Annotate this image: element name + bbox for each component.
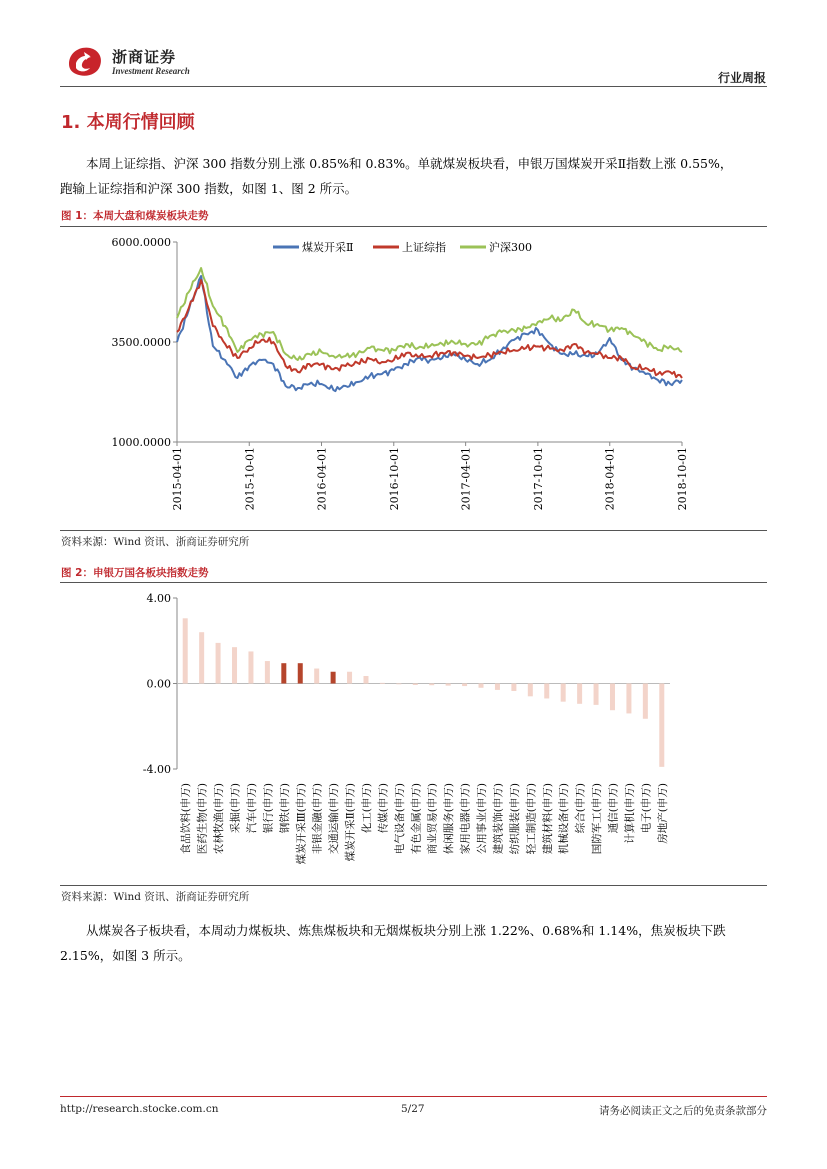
category-label: 医药生物(申万) bbox=[196, 783, 209, 855]
bar-25 bbox=[594, 684, 599, 705]
document-type: 行业周报 bbox=[717, 71, 766, 85]
y-tick-label: 3500.0000 bbox=[111, 336, 171, 349]
category-label: 银行(申万) bbox=[262, 783, 275, 834]
bar-28 bbox=[643, 684, 648, 719]
bar-17 bbox=[462, 684, 467, 687]
bar-20 bbox=[511, 684, 516, 691]
category-label: 房地产(申万) bbox=[656, 783, 669, 844]
figure-1-title: 图 1：本周大盘和煤炭板块走势 bbox=[61, 210, 209, 222]
header-divider bbox=[60, 86, 767, 87]
bar-26 bbox=[610, 684, 615, 711]
figure-2-bottom-rule bbox=[60, 885, 767, 886]
footer-url[interactable]: http://research.stocke.com.cn bbox=[60, 1103, 219, 1115]
bar-23 bbox=[561, 684, 566, 702]
bar-11 bbox=[363, 676, 368, 683]
paragraph-2 bbox=[60, 918, 770, 968]
bar-21 bbox=[528, 684, 533, 697]
category-label: 化工(申万) bbox=[360, 783, 373, 834]
company-name-cn: 浙商证券 bbox=[112, 48, 177, 66]
category-label: 公用事业(申万) bbox=[476, 783, 489, 855]
y-tick-label: 1000.0000 bbox=[111, 436, 171, 449]
category-label: 电气设备(申万) bbox=[393, 783, 406, 855]
section-title: 1. 本周行情回顾 bbox=[61, 112, 195, 133]
line-chart-index-trend bbox=[60, 228, 767, 530]
figure-2-source: 资料来源：Wind 资讯、浙商证券研究所 bbox=[61, 891, 250, 903]
bar-2 bbox=[216, 643, 221, 684]
company-name-en: Investment Research bbox=[112, 66, 190, 76]
category-label: 汽车(申万) bbox=[245, 783, 258, 834]
category-label: 家用电器(申万) bbox=[459, 783, 472, 855]
category-label: 有色金属(申万) bbox=[410, 783, 423, 855]
category-label: 机械设备(申万) bbox=[558, 783, 571, 855]
category-label: 电子(申万) bbox=[640, 783, 653, 834]
bar-3 bbox=[232, 647, 237, 683]
legend-label-2: 沪深300 bbox=[489, 241, 532, 254]
category-label: 通信(申万) bbox=[607, 783, 620, 834]
x-tick-label: 2018-10-01 bbox=[676, 447, 689, 511]
category-label: 非银金融(申万) bbox=[311, 783, 324, 855]
bar-15 bbox=[429, 684, 434, 686]
category-label: 传媒(申万) bbox=[377, 783, 390, 834]
paragraph-1-line-1: 本周上证综指、沪深 300 指数分别上涨 0.85%和 0.83%。单就煤炭板块看，申银万国煤炭开采Ⅱ指数上涨 0.55%， bbox=[86, 156, 733, 171]
legend-label-0: 煤炭开采Ⅱ bbox=[302, 241, 354, 254]
bar-9 bbox=[331, 672, 336, 684]
bar-10 bbox=[347, 672, 352, 684]
category-label: 轻工制造(申万) bbox=[525, 783, 538, 855]
category-label: 钢铁(申万) bbox=[278, 783, 291, 834]
bar-22 bbox=[544, 684, 549, 699]
bar-14 bbox=[413, 684, 418, 685]
paragraph-2-line-1: 从煤炭各子板块看，本周动力煤板块、炼焦煤板块和无烟煤板块分别上涨 1.22%、0.68%和 1.14%，焦炭板块下跌 bbox=[86, 923, 726, 938]
x-tick-label: 2015-04-01 bbox=[171, 447, 184, 511]
paragraph-1-line-2: 跑输上证综指和沪深 300 指数，如图 1、图 2 所示。 bbox=[60, 181, 358, 196]
bar-chart-sector-change bbox=[60, 584, 767, 884]
figure-2-top-rule bbox=[60, 582, 767, 583]
bar-27 bbox=[626, 684, 631, 714]
x-tick-label: 2017-10-01 bbox=[531, 447, 545, 511]
x-tick-label: 2017-04-01 bbox=[459, 447, 473, 511]
legend-label-1: 上证综指 bbox=[402, 241, 446, 254]
category-label: 国防军工(申万) bbox=[591, 783, 604, 855]
x-tick-label: 2016-04-01 bbox=[315, 447, 329, 511]
category-label: 煤炭开采Ⅲ(申万) bbox=[295, 783, 308, 865]
figure-1-top-rule bbox=[60, 226, 767, 227]
y-tick-label: -4.00 bbox=[142, 763, 171, 776]
paragraph-1 bbox=[60, 151, 770, 201]
category-label: 煤炭开采Ⅱ(申万) bbox=[344, 783, 357, 862]
x-tick-label: 2015-10-01 bbox=[243, 447, 257, 511]
bar-8 bbox=[314, 669, 319, 684]
category-label: 休闲服务(申万) bbox=[443, 783, 456, 855]
x-tick-label: 2016-10-01 bbox=[387, 447, 401, 511]
bar-1 bbox=[199, 632, 204, 683]
bar-4 bbox=[248, 651, 253, 683]
bar-5 bbox=[265, 661, 270, 683]
bar-7 bbox=[298, 663, 303, 683]
bar-6 bbox=[281, 663, 286, 683]
company-logo-icon bbox=[66, 44, 104, 78]
category-label: 计算机(申万) bbox=[623, 783, 636, 844]
bar-18 bbox=[479, 684, 484, 688]
figure-1-source: 资料来源：Wind 资讯、浙商证券研究所 bbox=[61, 536, 250, 548]
category-label: 综合(申万) bbox=[574, 783, 587, 834]
x-tick-label: 2018-04-01 bbox=[603, 447, 617, 511]
bar-12 bbox=[380, 683, 385, 684]
figure-1-bottom-rule bbox=[60, 530, 767, 531]
footer-disclaimer: 请务必阅读正文之后的免责条款部分 bbox=[599, 1105, 767, 1117]
figure-2-title: 图 2：申银万国各板块指数走势 bbox=[61, 567, 209, 579]
page-number: 5/27 bbox=[401, 1103, 425, 1115]
category-label: 纺织服装(申万) bbox=[508, 783, 521, 855]
category-label: 建筑材料(申万) bbox=[541, 783, 554, 855]
bar-29 bbox=[659, 684, 664, 767]
y-tick-label: 0.00 bbox=[146, 677, 171, 691]
category-label: 建筑装饰(申万) bbox=[492, 783, 505, 855]
bar-0 bbox=[183, 618, 188, 683]
y-tick-label: 6000.0000 bbox=[111, 236, 171, 249]
bar-16 bbox=[446, 684, 451, 686]
y-tick-label: 4.00 bbox=[146, 592, 171, 605]
category-label: 交通运输(申万) bbox=[328, 783, 341, 855]
series-line-0 bbox=[177, 276, 682, 391]
category-label: 商业贸易(申万) bbox=[426, 783, 439, 855]
bar-19 bbox=[495, 684, 500, 690]
paragraph-2-line-2: 2.15%，如图 3 所示。 bbox=[60, 948, 191, 963]
category-label: 食品饮料(申万) bbox=[180, 783, 193, 855]
footer-divider bbox=[60, 1096, 767, 1097]
category-label: 农林牧渔(申万) bbox=[213, 783, 226, 855]
category-label: 采掘(申万) bbox=[229, 783, 242, 834]
bar-24 bbox=[577, 684, 582, 704]
bar-13 bbox=[396, 684, 401, 685]
